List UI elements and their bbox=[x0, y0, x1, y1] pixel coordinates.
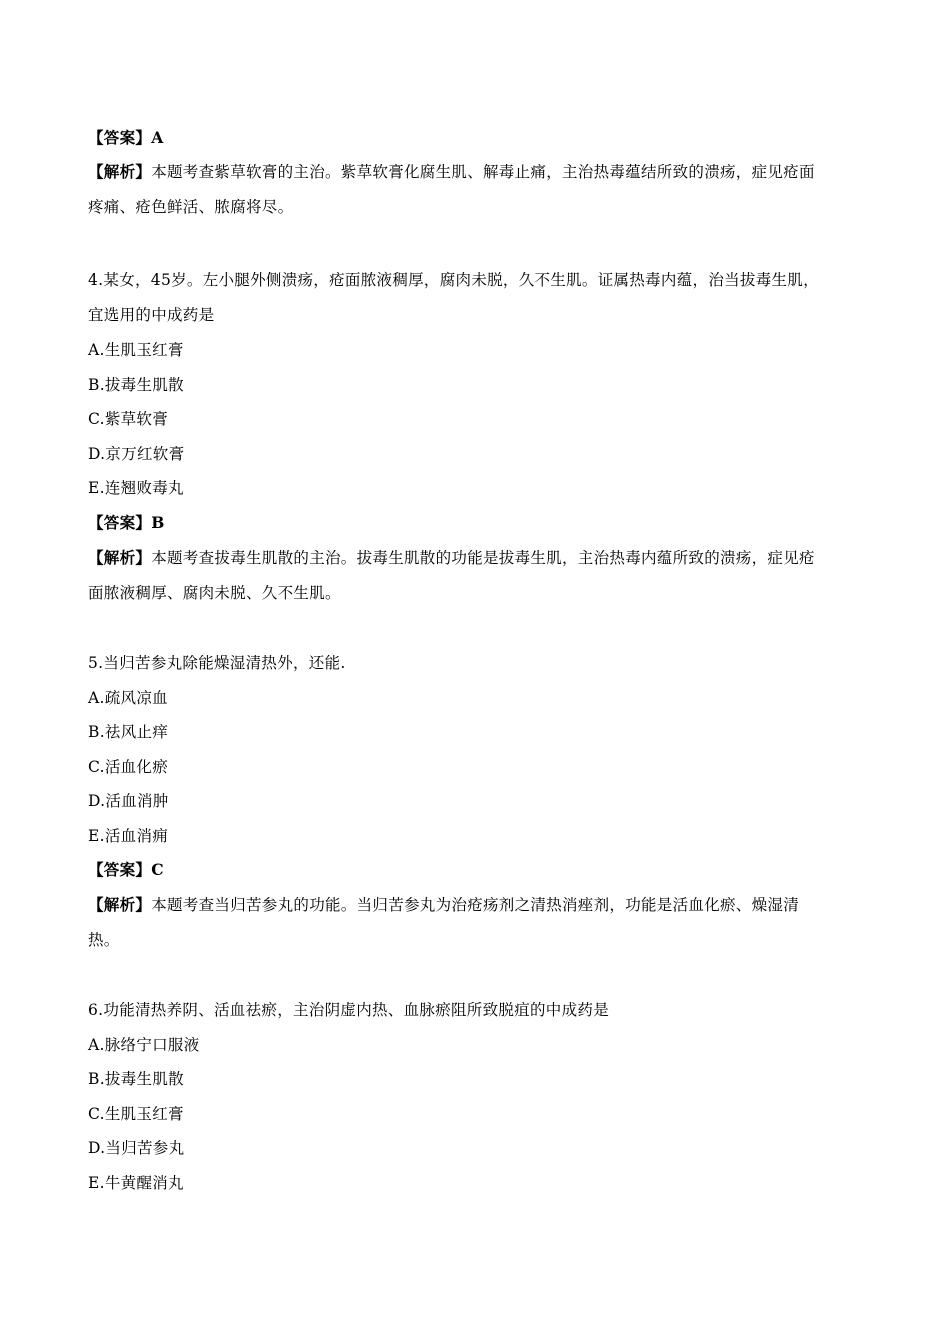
answer-label: 【答案】 bbox=[88, 513, 152, 532]
q6-option-d: D.当归苦参丸 bbox=[88, 1139, 185, 1157]
q5-option-a: A.疏风凉血 bbox=[88, 689, 168, 707]
analysis-label: 【解析】 bbox=[88, 548, 152, 567]
q4-stem-line2: 宜选用的中成药是 bbox=[88, 306, 215, 324]
analysis-text: 本题考查紫草软膏的主治。紫草软膏化腐生肌、解毒止痛，主治热毒蕴结所致的溃疡，症见疮面 bbox=[151, 163, 815, 181]
answer-value: B bbox=[151, 513, 165, 532]
q3-analysis-line1 bbox=[88, 162, 815, 182]
q5-stem-line1: 5.当归苦参丸除能燥湿清热外，还能. bbox=[88, 654, 346, 672]
q5-answer bbox=[88, 860, 164, 880]
q5-option-c: C.活血化瘀 bbox=[88, 758, 169, 776]
q4-analysis-line2: 面脓液稠厚、腐肉未脱、久不生肌。 bbox=[88, 584, 341, 602]
analysis-text: 本题考查当归苦参丸的功能。当归苦参丸为治疮疡剂之清热消痤剂，功能是活血化瘀、燥湿清 bbox=[151, 896, 800, 914]
analysis-label: 【解析】 bbox=[88, 162, 152, 181]
answer-label: 【答案】 bbox=[88, 128, 152, 147]
answer-value: C bbox=[151, 860, 164, 879]
analysis-label: 【解析】 bbox=[88, 895, 152, 914]
answer-value: A bbox=[151, 128, 164, 147]
q6-stem-line1: 6.功能清热养阴、活血祛瘀，主治阴虚内热、血脉瘀阻所致脱疽的中成药是 bbox=[88, 1001, 609, 1019]
q5-option-b: B.祛风止痒 bbox=[88, 723, 169, 741]
q4-option-b: B.拔毒生肌散 bbox=[88, 376, 184, 394]
q4-option-a: A.生肌玉红膏 bbox=[88, 341, 184, 359]
q4-option-c: C.紫草软膏 bbox=[88, 410, 169, 428]
q4-analysis-line1 bbox=[88, 548, 815, 568]
q6-option-a: A.脉络宁口服液 bbox=[88, 1036, 200, 1054]
q4-answer bbox=[88, 513, 165, 533]
q6-option-b: B.拔毒生肌散 bbox=[88, 1070, 184, 1088]
q5-option-e: E.活血消痈 bbox=[88, 827, 169, 845]
q3-answer bbox=[88, 128, 164, 148]
q5-analysis-line2: 热。 bbox=[88, 931, 120, 949]
q5-analysis-line1 bbox=[88, 895, 799, 915]
q6-option-c: C.生肌玉红膏 bbox=[88, 1105, 184, 1123]
q5-option-d: D.活血消肿 bbox=[88, 792, 169, 810]
q4-option-d: D.京万红软膏 bbox=[88, 445, 185, 463]
analysis-text: 本题考查拔毒生肌散的主治。拔毒生肌散的功能是拔毒生肌，主治热毒内蕴所致的溃疡，症见疮 bbox=[151, 549, 815, 567]
q4-stem-line1: 4.某女，45岁。左小腿外侧溃疡，疮面脓液稠厚，腐肉未脱，久不生肌。证属热毒内蕴，治当拔毒生肌， bbox=[88, 271, 819, 289]
q4-option-e: E.连翘败毒丸 bbox=[88, 479, 184, 497]
q6-option-e: E.牛黄醒消丸 bbox=[88, 1174, 184, 1192]
answer-label: 【答案】 bbox=[88, 860, 152, 879]
q3-analysis-line2: 疼痛、疮色鲜活、脓腐将尽。 bbox=[88, 198, 294, 216]
